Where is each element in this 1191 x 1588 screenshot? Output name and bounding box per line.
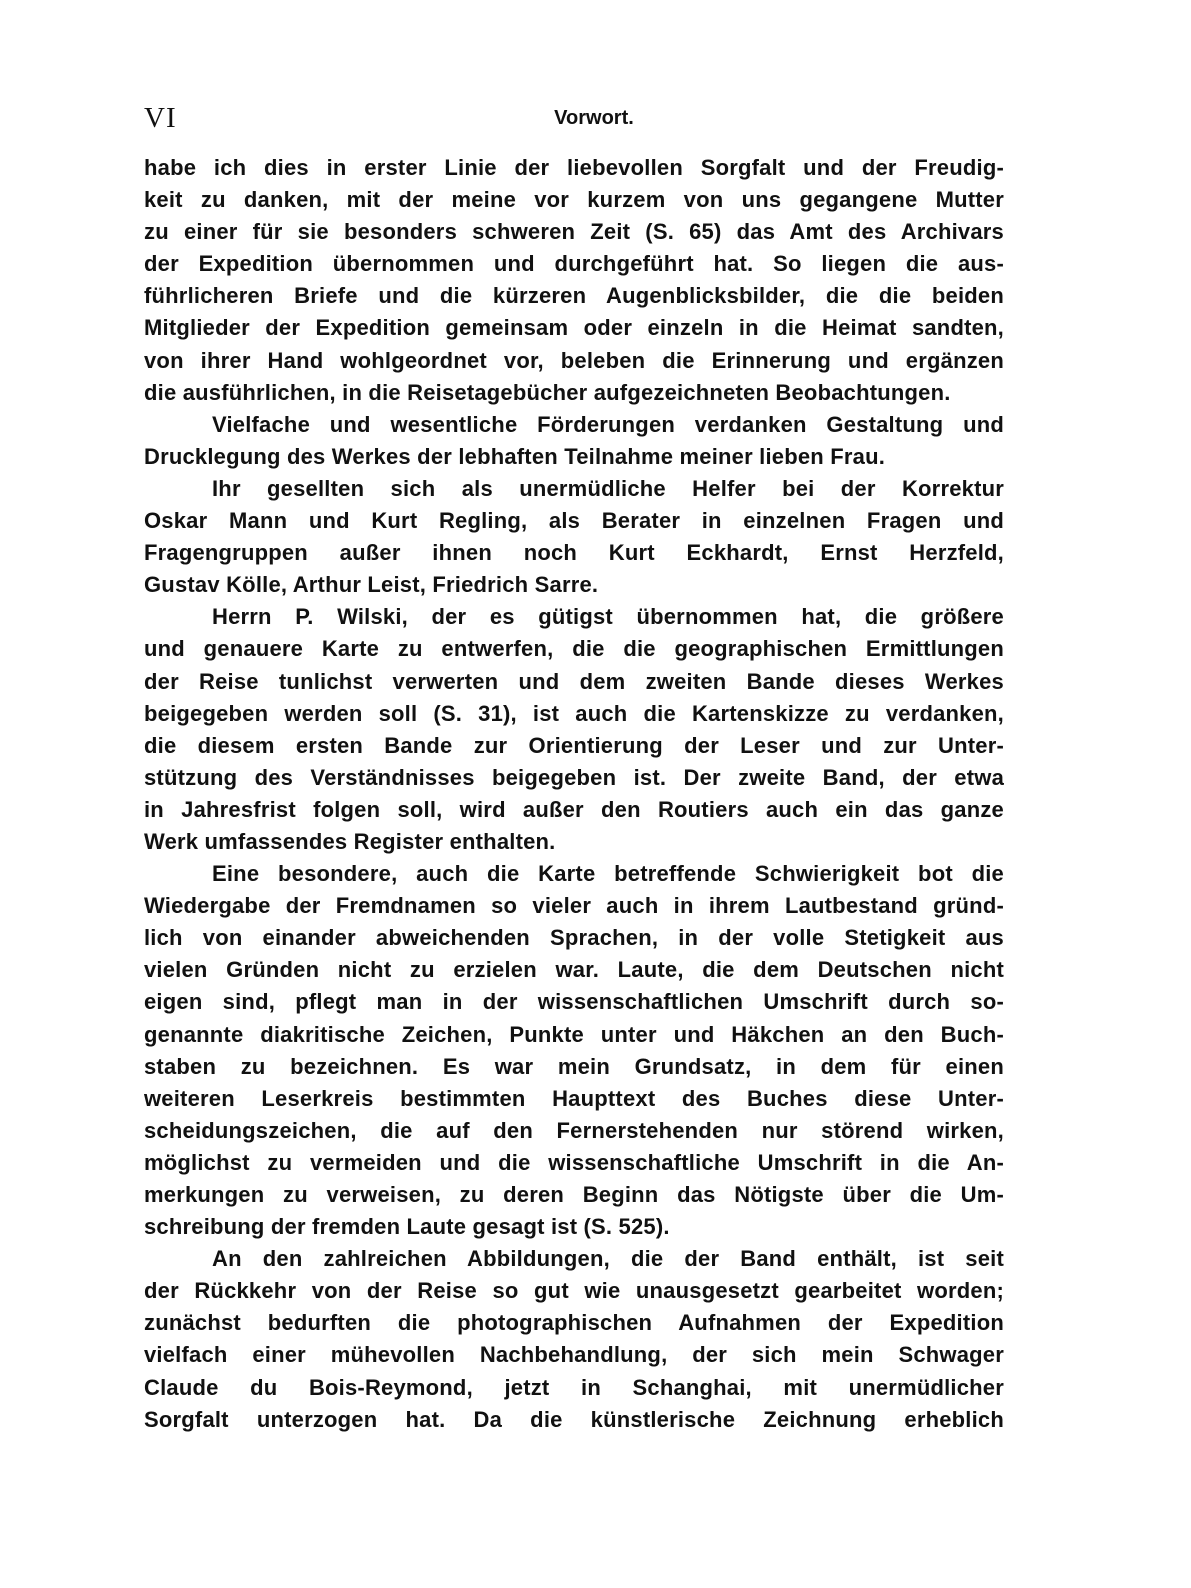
text-line: scheidungszeichen, die auf den Fernerstehenden nur störend wirken, bbox=[144, 1117, 1004, 1143]
text-line: Oskar Mann und Kurt Regling, als Berater in einzelnen Fragen und bbox=[144, 508, 1004, 534]
text-line: merkungen zu verweisen, zu deren Beginn das Nötigste über die Um- bbox=[144, 1182, 1004, 1207]
text-line: Werk umfassendes Register enthalten. bbox=[144, 828, 556, 854]
text-line: Vielfache und wesentliche Förderungen verdanken Gestaltung und bbox=[212, 411, 1004, 437]
text-line: führlicheren Briefe und die kürzeren Augenblicksbilder, die die beiden bbox=[144, 283, 1004, 309]
page-number: VI bbox=[144, 102, 177, 134]
text-line: Mitglieder der Expedition gemeinsam oder einzeln in die Heimat sandten, bbox=[144, 315, 1004, 341]
text-line: keit zu danken, mit der meine vor kurzem von uns gegangene Mutter bbox=[144, 187, 1004, 213]
text-line: Wiedergabe der Fremdnamen so vieler auch in ihrem Lautbestand gründ- bbox=[144, 893, 1004, 919]
text-line: genannte diakritische Zeichen, Punkte unter und Häkchen an den Buch- bbox=[144, 1021, 1004, 1047]
text-line: staben zu bezeichnen. Es war mein Grundsatz, in dem für einen bbox=[144, 1053, 1004, 1079]
text-line: stützung des Verständnisses beigegeben ist. Der zweite Band, der etwa bbox=[144, 764, 1004, 790]
text-line: An den zahlreichen Abbildungen, die der Band enthält, ist seit bbox=[212, 1246, 1004, 1272]
text-line: der Rückkehr von der Reise so gut wie unausgesetzt gearbeitet worden; bbox=[144, 1278, 1004, 1304]
text-line: die diesem ersten Bande zur Orientierung der Leser und zur Unter- bbox=[144, 732, 1004, 758]
text-line: in Jahresfrist folgen soll, wird außer den Routiers auch ein das ganze bbox=[144, 796, 1004, 822]
text-line: Herrn P. Wilski, der es gütigst übernommen hat, die größere bbox=[212, 604, 1004, 630]
text-line: vielen Gründen nicht zu erzielen war. Laute, die dem Deutschen nicht bbox=[144, 957, 1004, 983]
text-line: Sorgfalt unterzogen hat. Da die künstlerische Zeichnung erheblich bbox=[144, 1406, 1004, 1432]
text-line: habe ich dies in erster Linie der liebevollen Sorgfalt und der Freudig- bbox=[144, 155, 1004, 180]
running-title: Vorwort. bbox=[554, 107, 634, 129]
text-line: weiteren Leserkreis bestimmten Haupttext des Buches diese Unter- bbox=[144, 1085, 1004, 1111]
text-line: eigen sind, pflegt man in der wissenschaftlichen Umschrift durch so- bbox=[144, 989, 1004, 1015]
text-line: vielfach einer mühevollen Nachbehandlung, der sich mein Schwager bbox=[144, 1342, 1004, 1368]
text-line: Fragengruppen außer ihnen noch Kurt Eckhardt, Ernst Herzfeld, bbox=[144, 540, 1004, 566]
text-line: Claude du Bois-Reymond, jetzt in Schanghai, mit unermüdlicher bbox=[144, 1374, 1004, 1400]
text-line: zunächst bedurften die photographischen Aufnahmen der Expedition bbox=[144, 1310, 1004, 1336]
text-line: lich von einander abweichenden Sprachen, in der volle Stetigkeit aus bbox=[144, 925, 1004, 951]
body-text bbox=[144, 152, 1004, 1436]
text-line: Gustav Kölle, Arthur Leist, Friedrich Sarre. bbox=[144, 572, 599, 598]
text-line: Ihr gesellten sich als unermüdliche Helfer bei der Korrektur bbox=[212, 475, 1004, 501]
text-line: die ausführlichen, in die Reisetagebücher aufgezeichneten Beobachtungen. bbox=[144, 379, 951, 405]
text-line: beigegeben werden soll (S. 31), ist auch die Kartenskizze zu verdanken, bbox=[144, 700, 1004, 726]
text-line: und genauere Karte zu entwerfen, die die geographischen Ermittlungen bbox=[144, 636, 1004, 662]
text-line: Drucklegung des Werkes der lebhaften Teilnahme meiner lieben Frau. bbox=[144, 443, 886, 469]
text-line: von ihrer Hand wohlgeordnet vor, beleben die Erinnerung und ergänzen bbox=[144, 347, 1004, 373]
text-line: zu einer für sie besonders schweren Zeit (S. 65) das Amt des Archivars bbox=[144, 219, 1004, 245]
text-line: möglichst zu vermeiden und die wissenschaftliche Umschrift in die An- bbox=[144, 1149, 1004, 1175]
page-header bbox=[144, 102, 1044, 142]
text-line: der Expedition übernommen und durchgeführt hat. So liegen die aus- bbox=[144, 251, 1004, 277]
text-line: Eine besondere, auch die Karte betreffende Schwierigkeit bot die bbox=[212, 861, 1004, 887]
text-line: der Reise tunlichst verwerten und dem zweiten Bande dieses Werkes bbox=[144, 668, 1004, 694]
text-line: schreibung der fremden Laute gesagt ist (S. 525). bbox=[144, 1214, 670, 1240]
